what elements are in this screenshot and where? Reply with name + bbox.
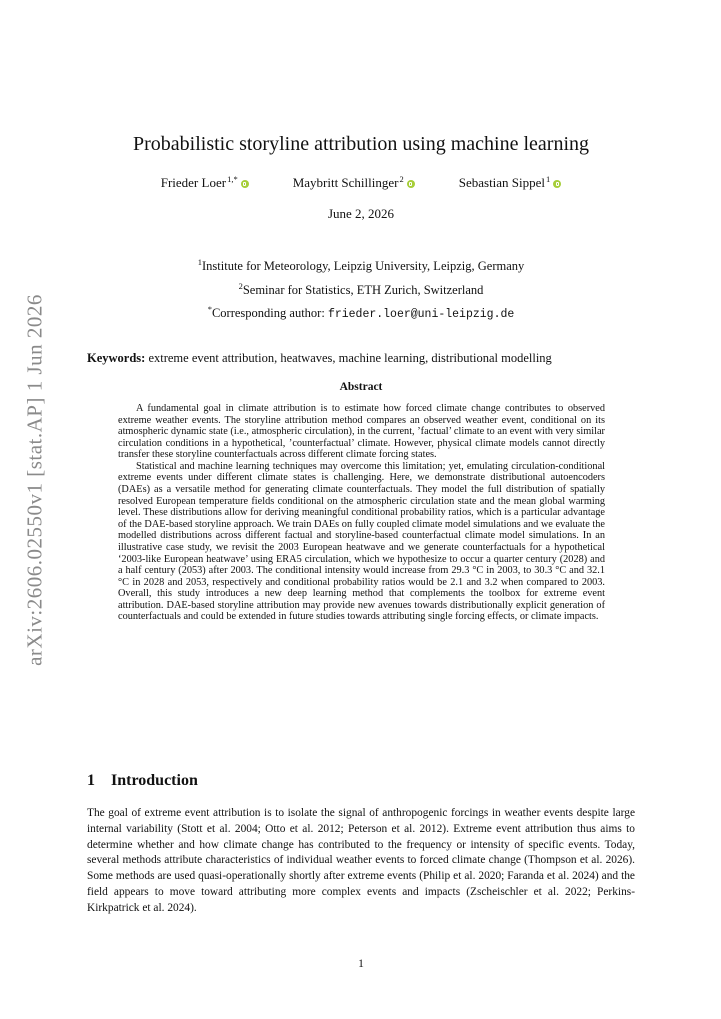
affiliation-sup: 1 — [197, 257, 202, 267]
section-title: Introduction — [111, 772, 198, 789]
abstract-body — [118, 403, 605, 623]
affiliation-text: Institute for Meteorology, Leipzig University, Leipzig, Germany — [202, 259, 525, 274]
publication-date: June 2, 2026 — [327, 206, 395, 221]
orcid-icon[interactable] — [241, 180, 249, 188]
author-affil-sup: 1,* — [227, 174, 238, 184]
abstract-heading: Abstract — [339, 381, 383, 393]
orcid-icon[interactable] — [553, 180, 561, 188]
affiliation-sup: 2 — [238, 281, 243, 291]
corresponding-author — [87, 304, 635, 321]
author-schillinger — [293, 175, 415, 191]
author-name: Frieder Loer — [160, 175, 227, 190]
affiliation-2 — [87, 281, 635, 298]
corresponding-label: Corresponding author: — [211, 306, 328, 321]
keywords-label: Keywords: — [87, 351, 146, 365]
author-name: Maybritt Schillinger — [292, 175, 399, 190]
keywords — [87, 351, 635, 366]
abstract-paragraph-2: Statistical and machine learning techniques may overcome this limitation; yet, emulating circulation-conditional extreme events under different climate states is challenging. Here, we demonstrate distributional autoencoders (DAEs) as a versatile method for generating climate counterfactuals. They model the full distribution of spatially resolved European temperature fields conditional on the atmospheric circulation state and the mean global warming level. These distributions allow for deriving meaningful conditional probability ratios, which is a particular advantage of the DAE-based storyline approach. We train DAEs on fully coupled climate model simulations and we evaluate the modelled distributions across different factual and storyline-based counterfactual climate model simulations. In an illustrative case study, we revisit the 2003 European heatwave and we generate counterfactuals for a hypothetical ‘2003-like European heatwave’ using ERA5 circulation, which we hypothesize to occur a quarter century (2028) and a half century (2053) after 2003. The conditional intensity would increase from 29.3 °C in 2003, to 30.3 °C and 32.1 °C in 2028 and 2053, respectively and conditional probability ratios would be 2.1 and 3.2 when compared to 2003. Overall, this study introduces a new deep learning method that complements the toolbox for extreme event attribution. DAE-based storyline attribution may provide new avenues towards distributionally explicit generation of counterfactuals and could be extended in future studies towards attributing single forcing effects, or climate impacts. — [118, 460, 605, 623]
introduction-body — [87, 806, 635, 917]
arxiv-stamp: arXiv:2606.02550v1 [stat.AP] 1 Jun 2026 — [22, 294, 47, 666]
corresponding-email-link[interactable]: frieder.loer@uni-leipzig.de — [327, 308, 515, 322]
section-heading-introduction — [87, 772, 198, 790]
page-number: 1 — [358, 958, 364, 970]
abstract-paragraph-1: A fundamental goal in climate attribution is to estimate how forced climate change contributes to observed extreme weather events. The storyline attribution method compares an observed weather event, conditional on its atmospheric dynamic state (i.e., atmospheric circulation), in the current, ’factual’ climate to an event with very similar circulation conditions in a hypothetical, ’counterfactual’ climate. However, physical climate models cannot directly transfer these storyline counterfactuals across different climate forcing states. — [118, 403, 605, 461]
author-name: Sebastian Sippel — [458, 175, 546, 190]
keywords-text: extreme event attribution, heatwaves, machine learning, distributional modelling — [145, 351, 552, 365]
author-affil-sup: 2 — [399, 174, 404, 184]
author-loer — [161, 175, 249, 191]
author-affil-sup: 1 — [546, 174, 551, 184]
corresponding-sup: * — [207, 304, 212, 314]
author-sippel — [459, 175, 562, 191]
introduction-paragraph: The goal of extreme event attribution is to isolate the signal of anthropogenic forcings in weather events despite large internal variability (Stott et al. 2004; Otto et al. 2012; Peterson et al. 2012). Extreme event attribution thus aims to determine whether and how climate change has contributed to the frequency or intensity of specific events. Today, several methods attribute characteristics of individual weather events to forced climate change (Thompson et al. 2026). Some methods are used quasi-operationally shortly after extreme events (Philip et al. 2020; Faranda et al. 2024) and the field appears to move toward attributing more complex events and impacts (Zscheischler et al. 2022; Perkins-Kirkpatrick et al. 2024). — [87, 807, 635, 914]
orcid-icon[interactable] — [407, 180, 415, 188]
affiliation-1 — [87, 257, 635, 274]
author-list — [87, 175, 635, 191]
paper-title: Probabilistic storyline attribution using machine learning — [132, 133, 590, 155]
section-number: 1 — [87, 772, 95, 789]
affiliation-text: Seminar for Statistics, ETH Zurich, Switzerland — [242, 283, 484, 298]
